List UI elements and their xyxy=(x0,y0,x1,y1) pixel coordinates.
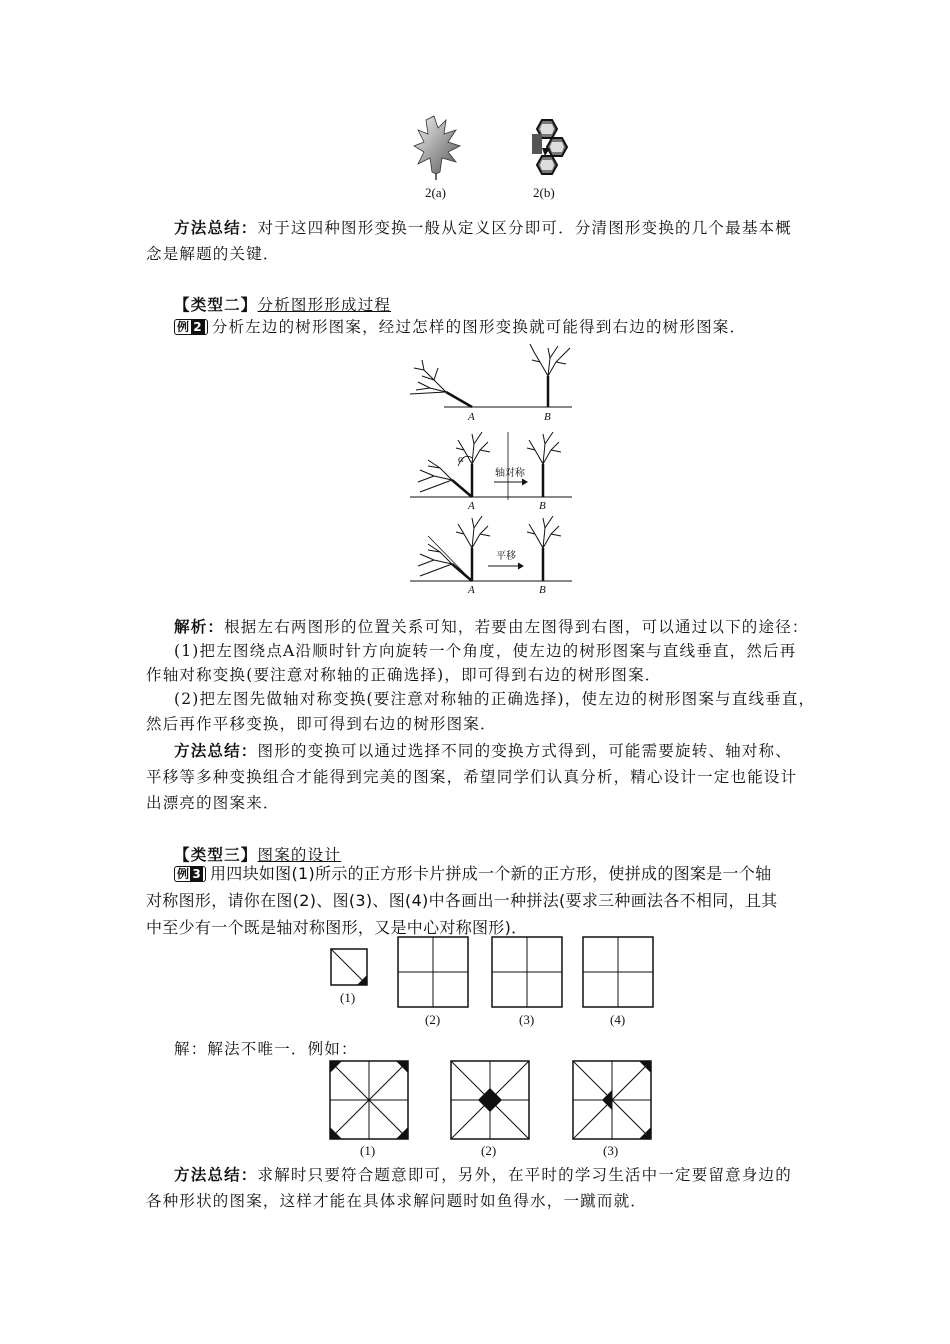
summary-3-line2: 各种形状的图案，这样才能在具体求解问题时如鱼得水，一蹴而就． xyxy=(146,1192,648,1210)
card-figure-1 xyxy=(330,948,370,988)
figure-caption-2a: 2(a) xyxy=(425,185,446,200)
analysis-item2-line2: 然后再作平移变换，即可得到右边的树形图案． xyxy=(146,715,497,733)
heading-prefix: 【类型三】 xyxy=(174,846,258,864)
axis-symmetry-label: 轴对称 xyxy=(495,468,525,479)
analysis-1: 解析：根据左右两图形的位置关系可知，若要由左图得到右图，可以通过以下的途径： xyxy=(174,618,809,636)
summary-2: 方法总结：图形的变换可以通过选择不同的变换方式得到，可能需要旋转、轴对称、 xyxy=(174,742,792,760)
answer-caption: (3) xyxy=(603,1143,619,1158)
answer-caption: (1) xyxy=(360,1143,376,1158)
maple-leaf-figure xyxy=(412,114,462,180)
analysis-item2-line1: (2)把左图先做轴对称变换(要注意对称轴的正确选择)，使左边的树形图案与直线垂直， xyxy=(174,690,816,708)
example-badge: 例 2 xyxy=(174,319,208,335)
example-3-question-line3: 中至少有一个既是轴对称图形，又是中心对称图形)． xyxy=(146,918,528,937)
summary-2-line2: 平移等多种变换组合才能得到完美的图案，希望同学们认真分析，精心设计一定也能设计 xyxy=(146,768,798,786)
translation-label: 平移 xyxy=(496,551,516,562)
summary-label: 方法总结： xyxy=(174,219,258,237)
point-a-label: A xyxy=(468,411,475,423)
example-3-question-line2: 对称图形，请你在图(2)、图(3)、图(4)中各画出一种拼法(要求三种画法各不相同，且其 xyxy=(146,891,778,910)
grid-figure-4 xyxy=(582,936,654,1008)
point-b-label: B xyxy=(544,411,551,423)
fig-caption: (4) xyxy=(610,1012,626,1027)
example-badge: 例 3 xyxy=(174,866,206,882)
point-b-label: B xyxy=(539,584,546,596)
solution: 解：解法不唯一．例如： xyxy=(174,1040,358,1058)
answer-caption: (2) xyxy=(481,1143,497,1158)
summary-label: 方法总结： xyxy=(174,742,258,760)
example-2-question xyxy=(174,314,746,340)
summary-1 xyxy=(174,215,814,241)
summary-3: 方法总结：求解时只要符合题意即可，另外，在平时的学习生活中一定要留意身边的 xyxy=(174,1166,792,1184)
heading-text: 分析图形形成过程 xyxy=(257,296,392,314)
grid-figure-3 xyxy=(491,936,563,1008)
grid-figure-2 xyxy=(397,936,469,1008)
summary-1-cont: 念是解题的关键． xyxy=(146,245,280,263)
question-text: 分析左边的树形图案，经过怎样的图形变换就可能得到右边的树形图案． xyxy=(211,318,747,336)
summary-2-line3: 出漂亮的图案来． xyxy=(146,794,280,812)
point-b-label: B xyxy=(539,500,546,512)
answer-figure-3 xyxy=(572,1060,652,1140)
analysis-item1-line2: 作轴对称变换(要注意对称轴的正确选择)，即可得到右边的树形图案． xyxy=(146,666,662,684)
point-a-label: A xyxy=(468,584,475,596)
tree-transform-figure xyxy=(400,340,580,600)
figure-caption-2b: 2(b) xyxy=(533,185,555,200)
solution-label: 解： xyxy=(174,1040,208,1058)
answer-figure-1 xyxy=(329,1060,409,1140)
fig-caption: (1) xyxy=(340,990,356,1005)
summary-line: 对于这四种图形变换一般从定义区分即可．分清图形变换的几个最基本概 xyxy=(257,219,792,237)
fig-caption: (3) xyxy=(519,1012,535,1027)
analysis-item1-line1: (1)把左图绕点A沿顺时针方向旋转一个角度，使左边的树形图案与直线垂直，然后再 xyxy=(174,642,797,660)
analysis-label: 解析： xyxy=(174,618,225,636)
point-a-label: A xyxy=(468,500,475,512)
heading-text: 图案的设计 xyxy=(257,846,342,864)
heading-prefix: 【类型二】 xyxy=(174,296,258,314)
hexagon-figure xyxy=(528,118,568,178)
summary-label: 方法总结： xyxy=(174,1166,258,1184)
angle-label: α xyxy=(458,453,464,465)
answer-figure-2 xyxy=(450,1060,530,1140)
fig-caption: (2) xyxy=(425,1012,441,1027)
example-3-question: 例 3 用四块如图(1)所示的正方形卡片拼成一个新的正方形，使拼成的图案是一个轴 xyxy=(174,860,771,887)
